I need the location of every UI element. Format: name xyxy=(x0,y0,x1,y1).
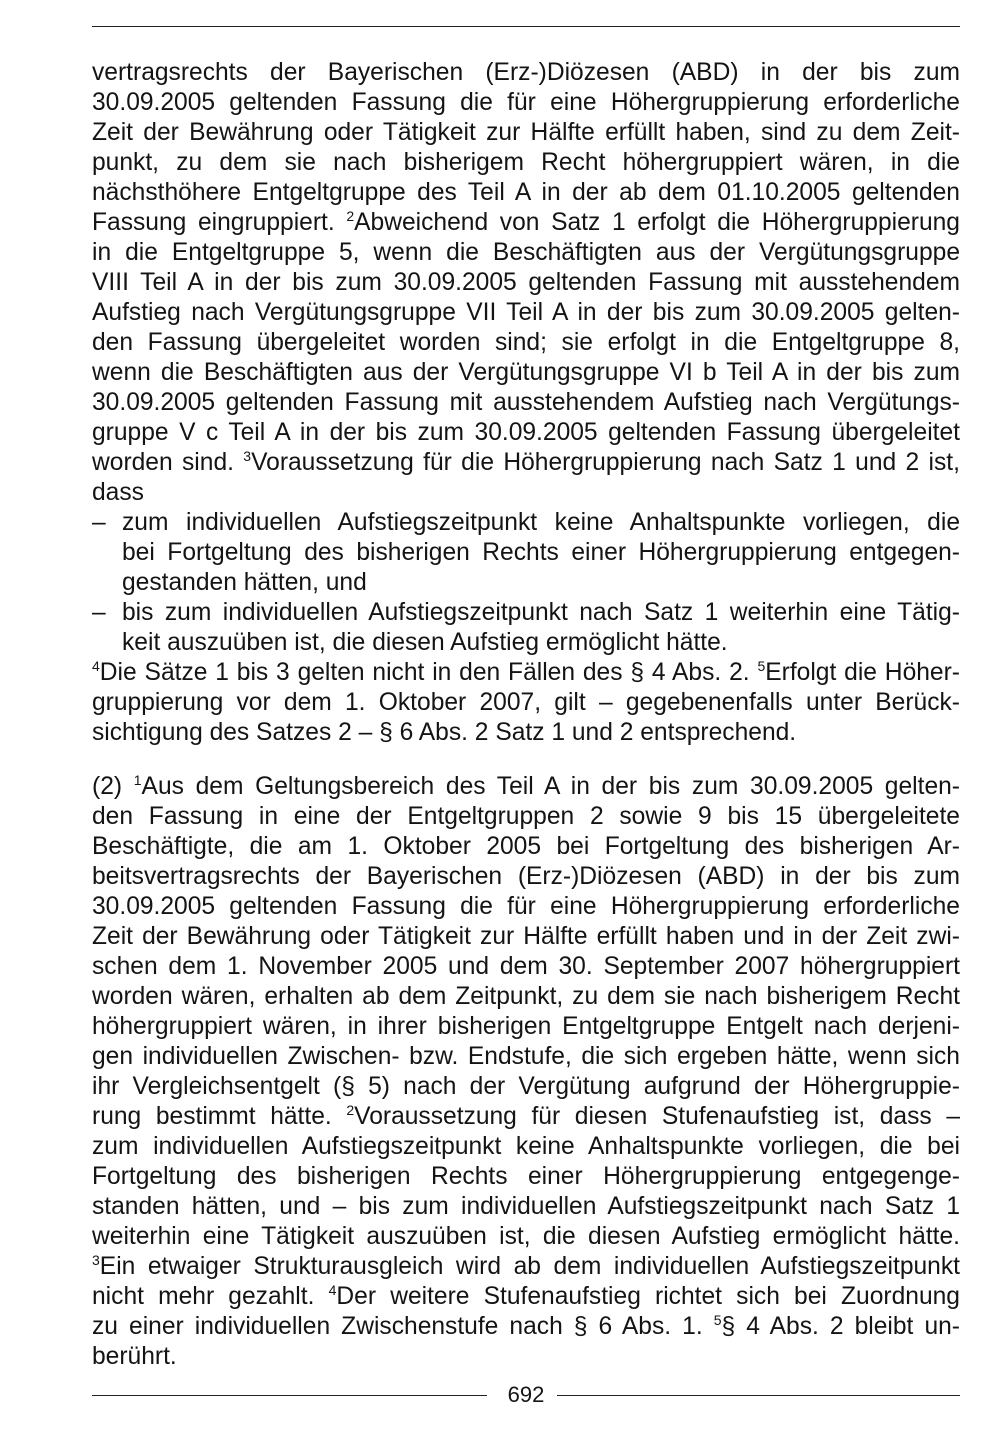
sentence-number: 3 xyxy=(92,1252,100,1268)
text-line: Aufstieg nach Vergütungsgruppe VII Teil A in der bis zum 30.09.2005 gelten- xyxy=(92,299,960,326)
text-line: zum individuellen Aufstiegszeitpunkt keine Anhaltspunkte vorliegen, die bei xyxy=(92,1133,960,1160)
text-line: sichtigung des Satzes 2 – § 6 Abs. 2 Satz 1 und 2 entsprechend. xyxy=(92,719,797,746)
text-line: keit auszuüben ist, die diesen Aufstieg ermöglicht hätte. xyxy=(122,629,728,656)
text-span: Fassung eingruppiert. xyxy=(92,209,335,236)
text-span: Abweichend von Satz 1 erfolgt die Höhergruppierung xyxy=(354,209,960,236)
text-line: beitsvertragsrechts der Bayerischen (Erz-)Diözesen (ABD) in der bis zum xyxy=(92,863,960,890)
text-span: § 4 Abs. 2 bleibt un- xyxy=(721,1313,960,1340)
text-span: rung bestimmt hätte. xyxy=(92,1103,332,1130)
text-line: bei Fortgeltung des bisherigen Rechts einer Höhergruppierung entgegen- xyxy=(122,539,960,566)
sentence-number: 3 xyxy=(243,448,252,464)
sentence-number: 4 xyxy=(92,658,100,674)
text-line: vertragsrechts der Bayerischen (Erz-)Diözesen (ABD) in der bis zum xyxy=(92,59,960,86)
sentence-number: 4 xyxy=(328,1282,337,1298)
text-line: 30.09.2005 geltenden Fassung die für eine Höhergruppierung erforderliche xyxy=(92,89,960,116)
header-rule xyxy=(92,26,960,27)
text-line: bis zum individuellen Aufstiegszeitpunkt nach Satz 1 weiterhin eine Tätig- xyxy=(122,599,960,626)
bullet-dash: – xyxy=(92,509,106,536)
text-span: Voraussetzung für die Höhergruppierung nach Satz 1 und 2 ist, xyxy=(251,449,960,476)
text-line: wenn die Beschäftigten aus der Vergütungsgruppe VI b Teil A in der bis zum xyxy=(92,359,960,386)
text-line xyxy=(92,1252,960,1282)
text-line: nächsthöhere Entgeltgruppe des Teil A in der ab dem 01.10.2005 geltenden xyxy=(92,179,960,206)
sentence-number: 5 xyxy=(713,1312,722,1328)
text-span: Der weitere Stufenaufstieg richtet sich bei Zuordnung xyxy=(336,1283,960,1310)
sentence-number: 2 xyxy=(346,208,355,224)
text-line: 30.09.2005 geltenden Fassung die für eine Höhergruppierung erforderliche xyxy=(92,893,960,920)
text-line: Beschäftigte, die am 1. Oktober 2005 bei Fortgeltung des bisherigen Ar- xyxy=(92,833,960,860)
text-line: punkt, zu dem sie nach bisherigem Recht höhergruppiert wären, in die xyxy=(92,149,960,176)
text-line: Fortgeltung des bisherigen Rechts einer Höhergruppierung entgegenge- xyxy=(92,1163,960,1190)
sentence-number: 5 xyxy=(757,658,766,674)
text-line xyxy=(92,1282,960,1312)
text-line: Zeit der Bewährung oder Tätigkeit zur Hälfte erfüllt haben, sind zu dem Zeit- xyxy=(92,119,960,146)
text-line: gen individuellen Zwischen- bzw. Endstufe, die sich ergeben hätte, wenn sich xyxy=(92,1043,960,1070)
sentence-number: 2 xyxy=(346,1102,355,1118)
bullet-dash: – xyxy=(92,599,106,626)
text-span: Ein etwaiger Strukturausgleich wird ab dem individuellen Aufstiegszeitpunkt xyxy=(99,1253,960,1280)
text-line: zum individuellen Aufstiegszeitpunkt keine Anhaltspunkte vorliegen, die xyxy=(122,509,960,536)
page-footer xyxy=(92,1380,960,1410)
text-line: gruppe V c Teil A in der bis zum 30.09.2005 geltenden Fassung übergeleitet xyxy=(92,419,960,446)
text-line: in die Entgeltgruppe 5, wenn die Beschäftigten aus der Vergütungsgruppe xyxy=(92,239,960,266)
text-line xyxy=(92,772,960,802)
text-span: Voraussetzung für diesen Stufenaufstieg ist, dass – xyxy=(354,1103,960,1130)
text-line: den Fassung in eine der Entgeltgruppen 2 sowie 9 bis 15 übergeleitete xyxy=(92,803,960,830)
text-span: Aus dem Geltungsbereich des Teil A in der bis zum 30.09.2005 gelten- xyxy=(141,773,960,800)
sentence-number: 1 xyxy=(133,772,142,788)
text-line: den Fassung übergeleitet worden sind; sie erfolgt in die Entgeltgruppe 8, xyxy=(92,329,960,356)
text-line xyxy=(92,1102,960,1132)
text-line: gruppierung vor dem 1. Oktober 2007, gilt – gegebenenfalls unter Berück- xyxy=(92,689,960,716)
text-line: worden wären, erhalten ab dem Zeitpunkt, zu dem sie nach bisherigem Recht xyxy=(92,983,960,1010)
text-span: worden sind. xyxy=(92,449,234,476)
text-line: 30.09.2005 geltenden Fassung mit ausstehendem Aufstieg nach Vergütungs- xyxy=(92,389,960,416)
text-line: schen dem 1. November 2005 und dem 30. September 2007 höhergruppiert xyxy=(92,953,960,980)
text-line: höhergruppiert wären, in ihrer bisherigen Entgeltgruppe Entgelt nach derjeni- xyxy=(92,1013,960,1040)
text-line: VIII Teil A in der bis zum 30.09.2005 geltenden Fassung mit ausstehendem xyxy=(92,269,960,296)
text-line xyxy=(92,1312,960,1342)
text-line: berührt. xyxy=(92,1343,177,1370)
text-line: gestanden hätten, und xyxy=(122,569,367,596)
footer-rule-right xyxy=(557,1395,960,1396)
text-line xyxy=(92,448,960,478)
text-line: Zeit der Bewährung oder Tätigkeit zur Hälfte erfüllt haben und in der Zeit zwi- xyxy=(92,923,960,950)
text-line: ihr Vergleichsentgelt (§ 5) nach der Vergütung aufgrund der Höhergruppie- xyxy=(92,1073,960,1100)
text-line xyxy=(92,208,960,238)
text-span: Erfolgt die Höher- xyxy=(765,659,960,686)
paragraph-label: (2) xyxy=(92,773,123,800)
footer-rule-left xyxy=(92,1395,487,1396)
text-span: zu einer individuellen Zwischenstufe nach § 6 Abs. 1. xyxy=(92,1313,703,1340)
page-number: 692 xyxy=(507,1382,545,1407)
text-line: weiterhin eine Tätigkeit auszuüben ist, die diesen Aufstieg ermöglicht hätte. xyxy=(92,1223,960,1250)
text-line: standen hätten, und – bis zum individuellen Aufstiegszeitpunkt nach Satz 1 xyxy=(92,1193,960,1220)
text-line: dass xyxy=(92,479,144,506)
text-line xyxy=(92,658,960,688)
text-span: nicht mehr gezahlt. xyxy=(92,1283,315,1310)
text-span: Die Sätze 1 bis 3 gelten nicht in den Fällen des § 4 Abs. 2. xyxy=(99,659,750,686)
